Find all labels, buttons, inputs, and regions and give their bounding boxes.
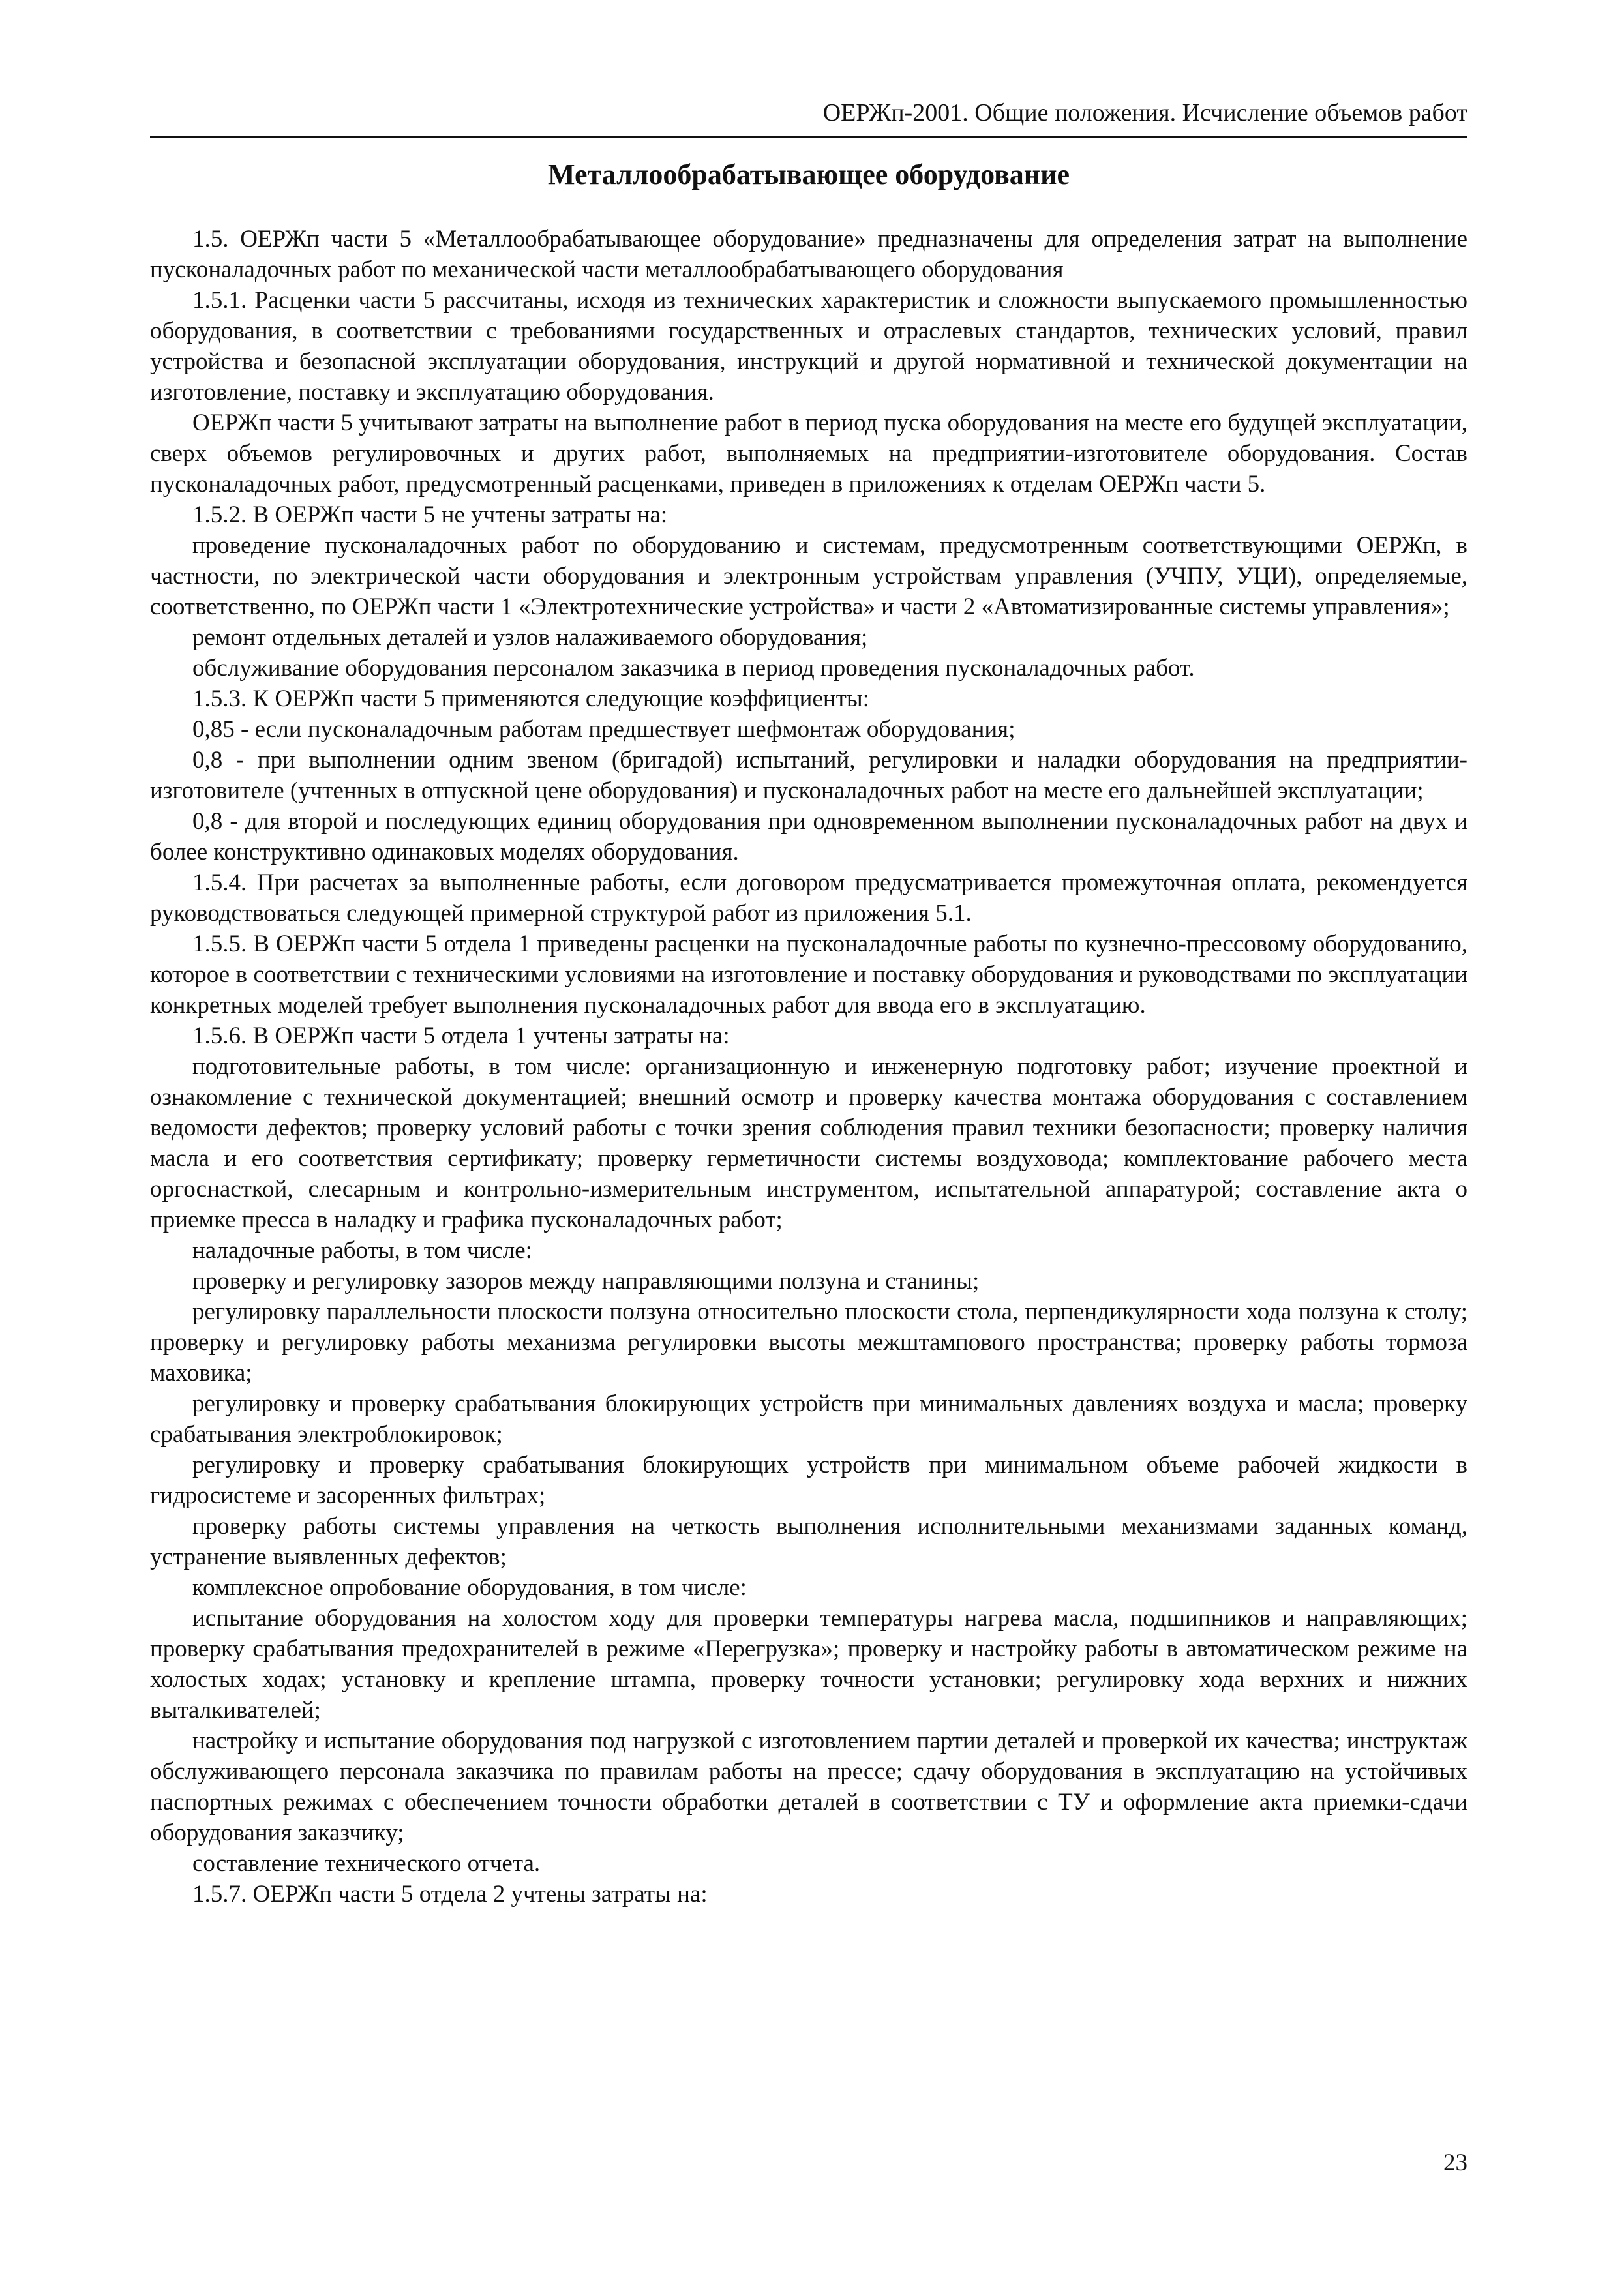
paragraph: 1.5. ОЕРЖп части 5 «Металлообрабатывающее оборудование» предназначены для определения затрат на выполнение пусконаладочных работ по механической части металлообрабатывающего оборудования bbox=[150, 226, 1467, 283]
paragraph: 1.5.5. В ОЕРЖп части 5 отдела 1 приведены расценки на пусконаладочные работы по кузнечно-прессовому оборудованию, которое в соответствии с техническими условиями на изготовление и поставку оборудования и руководствами по эксплуатации конкретных моделей требует выполнения пусконаладочных работ для ввода его в эксплуатацию. bbox=[150, 931, 1467, 1019]
paragraph: 1.5.6. В ОЕРЖп части 5 отдела 1 учтены затраты на: bbox=[192, 1023, 730, 1049]
section-title: Металлообрабатывающее оборудование bbox=[548, 158, 1070, 190]
paragraph: проверку и регулировку зазоров между направляющими ползуна и станины; bbox=[192, 1268, 980, 1294]
page-number: 23 bbox=[1443, 2149, 1467, 2176]
paragraph: 1.5.4. При расчетах за выполненные работы, если договором предусматривается промежуточная оплата, рекомендуется руководствоваться следующей примерной структурой работ из приложения 5.1. bbox=[150, 869, 1467, 927]
running-header: ОЕРЖп-2001. Общие положения. Исчисление объемов работ bbox=[150, 93, 1467, 138]
paragraph: проведение пусконаладочных работ по оборудованию и системам, предусмотренным соответствующими ОЕРЖп, в частности, по электрической части оборудования и электронным устройствам управления (УЧПУ, УЦИ), определяемые, соответственно, по ОЕРЖп части 1 «Электротехнические устройства» и части 2 «Автоматизированные системы управления»; bbox=[150, 532, 1467, 620]
paragraph: ремонт отдельных деталей и узлов налаживаемого оборудования; bbox=[192, 624, 868, 651]
paragraph: 0,8 - при выполнении одним звеном (бригадой) испытаний, регулировки и наладки оборудования на предприятии-изготовителе (учтенных в отпускной цене оборудования) и пусконаладочных работ на месте его дальнейшей эксплуатации; bbox=[150, 747, 1467, 804]
paragraph: составление технического отчета. bbox=[192, 1850, 541, 1877]
paragraph: настройку и испытание оборудования под нагрузкой с изготовлением партии деталей и проверкой их качества; инструктаж обслуживающего персонала заказчика по правилам работы на прессе; сдачу оборудования в эксплуатацию на устойчивых паспортных режимах с обеспечением точности обработки деталей в соответствии с ТУ и оформление акта приемки-сдачи оборудования заказчику; bbox=[150, 1728, 1467, 1846]
paragraph: 1.5.2. В ОЕРЖп части 5 не учтены затраты на: bbox=[192, 501, 668, 528]
paragraph: наладочные работы, в том числе: bbox=[192, 1237, 532, 1264]
paragraph: обслуживание оборудования персоналом заказчика в период проведения пусконаладочных работ. bbox=[192, 655, 1195, 681]
paragraph: ОЕРЖп части 5 учитывают затраты на выполнение работ в период пуска оборудования на месте его будущей эксплуатации, сверх объемов регулировочных и других работ, выполняемых на предприятии-изготовителе оборудования. Состав пусконаладочных работ, предусмотренный расценками, приведен в приложениях к отделам ОЕРЖп части 5. bbox=[150, 410, 1467, 498]
paragraph: регулировку и проверку срабатывания блокирующих устройств при минимальном объеме рабочей жидкости в гидросистеме и засоренных фильтрах; bbox=[150, 1452, 1467, 1509]
paragraph: проверку работы системы управления на четкость выполнения исполнительными механизмами заданных команд, устранение выявленных дефектов; bbox=[150, 1513, 1467, 1570]
paragraph: 1.5.3. К ОЕРЖп части 5 применяются следующие коэффициенты: bbox=[192, 685, 870, 712]
paragraph: испытание оборудования на холостом ходу для проверки температуры нагрева масла, подшипников и направляющих; проверку срабатывания предохранителей в режиме «Перегрузка»; проверку и настройку работы в автоматическом режиме на холостых ходах; установку и крепление штампа, проверку точности установки; регулировку хода верхних и нижних выталкивателей; bbox=[150, 1605, 1467, 1724]
paragraph: комплексное опробование оборудования, в том числе: bbox=[192, 1574, 747, 1601]
paragraph: 0,8 - для второй и последующих единиц оборудования при одновременном выполнении пусконаладочных работ на двух и более конструктивно одинаковых моделях оборудования. bbox=[150, 808, 1467, 865]
paragraph: 1.5.1. Расценки части 5 рассчитаны, исходя из технических характеристик и сложности выпускаемого промышленностью оборудования, в соответствии с требованиями государственных и отраслевых стандартов, технических условий, правил устройства и безопасной эксплуатации оборудования, инструкций и другой нормативной и технической документации на изготовление, поставку и эксплуатацию оборудования. bbox=[150, 287, 1467, 406]
paragraph: регулировку параллельности плоскости ползуна относительно плоскости стола, перпендикулярности хода ползуна к столу; проверку и регулировку работы механизма регулировки высоты межштампового пространства; проверку работы тормоза маховика; bbox=[150, 1298, 1467, 1386]
paragraph: 0,85 - если пусконаладочным работам предшествует шефмонтаж оборудования; bbox=[192, 716, 1015, 743]
body-text bbox=[150, 224, 1467, 1909]
paragraph: подготовительные работы, в том числе: организационную и инженерную подготовку работ; изучение проектной и ознакомление с технической документацией; внешний осмотр и проверку качества монтажа оборудования с составлением ведомости дефектов; проверку условий работы с точки зрения соблюдения правил техники безопасности; проверку наличия масла и его соответствия сертификату; проверку герметичности системы воздуховода; комплектование рабочего места оргоснасткой, слесарным и контрольно-измерительным инструментом, испытательной аппаратурой; составление акта о приемке пресса в наладку и графика пусконаладочных работ; bbox=[150, 1053, 1467, 1233]
paragraph: регулировку и проверку срабатывания блокирующих устройств при минимальных давлениях воздуха и масла; проверку срабатывания электроблокировок; bbox=[150, 1390, 1467, 1448]
paragraph: 1.5.7. ОЕРЖп части 5 отдела 2 учтены затраты на: bbox=[192, 1881, 708, 1908]
